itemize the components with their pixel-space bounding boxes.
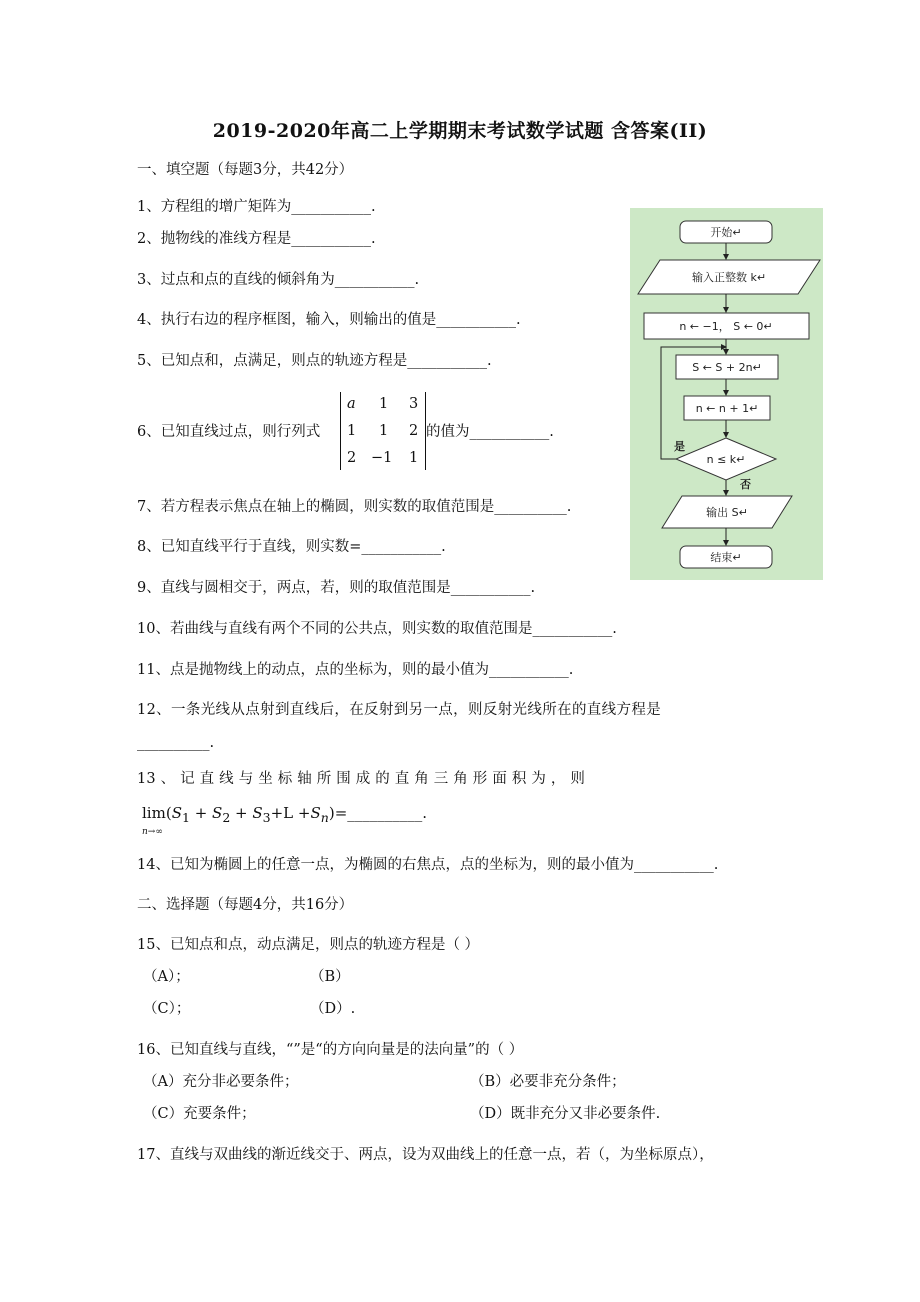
question-3: 3、过点和点的直线的倾斜角为___________. xyxy=(137,272,420,288)
plus: + xyxy=(189,804,213,822)
lim-subscript: n→∞ xyxy=(142,827,163,837)
question-12-line-1: 12、一条光线从点射到直线后，在反射到另一点，则反射光线所在的直线方程是 xyxy=(137,702,662,718)
det-cell: 1 xyxy=(379,423,389,439)
question-6-prefix: 6、已知直线过点，则行列式 xyxy=(137,424,321,440)
flow-update-s-text: S ← S + 2n↵ xyxy=(692,361,762,374)
flow-update-s-box xyxy=(676,355,778,379)
det-cell: 1 xyxy=(379,396,389,412)
option-16a: （A）充分非必要条件； xyxy=(143,1074,299,1090)
question-9: 9、直线与圆相交于，两点，若，则的取值范围是___________. xyxy=(137,580,536,596)
option-15c: （C）； xyxy=(143,1001,191,1017)
flow-start-box xyxy=(680,221,772,243)
flow-update-n-text: n ← n + 1↵ xyxy=(695,402,759,415)
det-cell: −1 xyxy=(371,450,393,466)
term-s: S xyxy=(171,804,182,822)
flow-output-box xyxy=(662,496,792,528)
det-cell: 1 xyxy=(409,450,419,466)
term-s: S xyxy=(252,804,263,822)
flow-input-text: 输入正整数 k↵ xyxy=(691,271,767,284)
term-s: S xyxy=(310,804,321,822)
question-6-suffix: 的值为___________. xyxy=(426,424,554,440)
det-cell: 2 xyxy=(409,423,419,439)
option-16d: （D）既非充分又非必要条件. xyxy=(470,1106,661,1122)
flow-update-n-box xyxy=(684,396,770,420)
question-7: 7、若方程表示焦点在轴上的椭圆，则实数的取值范围是__________. xyxy=(137,499,572,515)
term-s: S xyxy=(212,804,223,822)
paren-close: ) xyxy=(328,804,335,822)
flow-condition-text: n ≤ k↵ xyxy=(706,453,746,466)
flow-no-label: 否 xyxy=(740,478,751,491)
option-15b: （B） xyxy=(310,969,350,985)
program-flowchart xyxy=(630,208,823,580)
sub-1: 1 xyxy=(181,810,190,825)
plus: + xyxy=(230,804,253,822)
flow-output-text: 输出 S↵ xyxy=(706,506,748,519)
option-16c: （C）充要条件； xyxy=(143,1106,256,1122)
lim-operator: lim xyxy=(142,804,166,822)
question-14: 14、已知为椭圆上的任意一点，为椭圆的右焦点，点的坐标为，则的最小值为___________. xyxy=(137,857,719,873)
ellipsis: +L + xyxy=(270,804,311,822)
question-15: 15、已知点和点，动点满足，则点的轨迹方程是（ ） xyxy=(137,937,480,953)
flow-end-text: 结束↵ xyxy=(710,551,742,564)
option-16b: （B）必要非充分条件； xyxy=(470,1074,626,1090)
flow-end-box xyxy=(680,546,772,568)
sub-n: n xyxy=(320,810,329,825)
question-10: 10、若曲线与直线有两个不同的公共点，则实数的取值范围是___________. xyxy=(137,621,617,637)
question-2: 2、抛物线的准线方程是___________. xyxy=(137,231,376,247)
sub-2: 2 xyxy=(222,810,231,825)
paren-open: ( xyxy=(165,804,172,822)
sub-3: 3 xyxy=(262,810,271,825)
question-5: 5、已知点和，点满足，则点的轨迹方程是___________. xyxy=(137,353,492,369)
question-11: 11、点是抛物线上的动点，点的坐标为，则的最小值为___________. xyxy=(137,662,574,678)
flow-start-text: 开始↵ xyxy=(710,226,742,239)
flow-init-box xyxy=(644,313,809,339)
flow-input-box xyxy=(638,260,820,294)
det-cell: 3 xyxy=(409,396,419,412)
limit-expression xyxy=(142,803,428,837)
option-15d: （D）. xyxy=(310,1001,356,1017)
page-title: 2019-2020年高二上学期期末考试数学试题 含答案(II) xyxy=(212,120,708,142)
question-4: 4、执行右边的程序框图，输入，则输出的值是___________. xyxy=(137,312,521,328)
question-13-tail: =__________. xyxy=(334,804,428,822)
question-13-line-1: 13 、 记 直 线 与 坐 标 轴 所 围 成 的 直 角 三 角 形 面 积 为 ， 则 xyxy=(137,771,586,787)
question-8: 8、已知直线平行于直线，则实数=___________. xyxy=(137,539,446,555)
section-2-heading: 二、选择题（每题4分，共16分） xyxy=(137,897,354,913)
section-1-heading: 一、填空题（每题3分，共42分） xyxy=(137,162,354,178)
question-1: 1、方程组的增广矩阵为___________. xyxy=(137,199,376,215)
det-cell: 2 xyxy=(347,450,357,466)
question-16: 16、已知直线与直线，“”是“的方向向量是的法向量”的（ ） xyxy=(137,1042,524,1058)
flow-init-text: n ← −1， S ← 0↵ xyxy=(679,320,773,333)
det-cell: 1 xyxy=(347,423,357,439)
determinant xyxy=(340,392,426,470)
question-17: 17、直线与双曲线的渐近线交于、两点，设为双曲线上的任意一点，若（，为坐标原点）， xyxy=(137,1147,714,1163)
option-15a: （A）； xyxy=(143,969,190,985)
flow-yes-label: 是 xyxy=(674,440,685,453)
det-cell: a xyxy=(347,396,356,412)
question-12-line-2: __________. xyxy=(137,735,215,751)
flow-condition-diamond xyxy=(676,438,776,480)
